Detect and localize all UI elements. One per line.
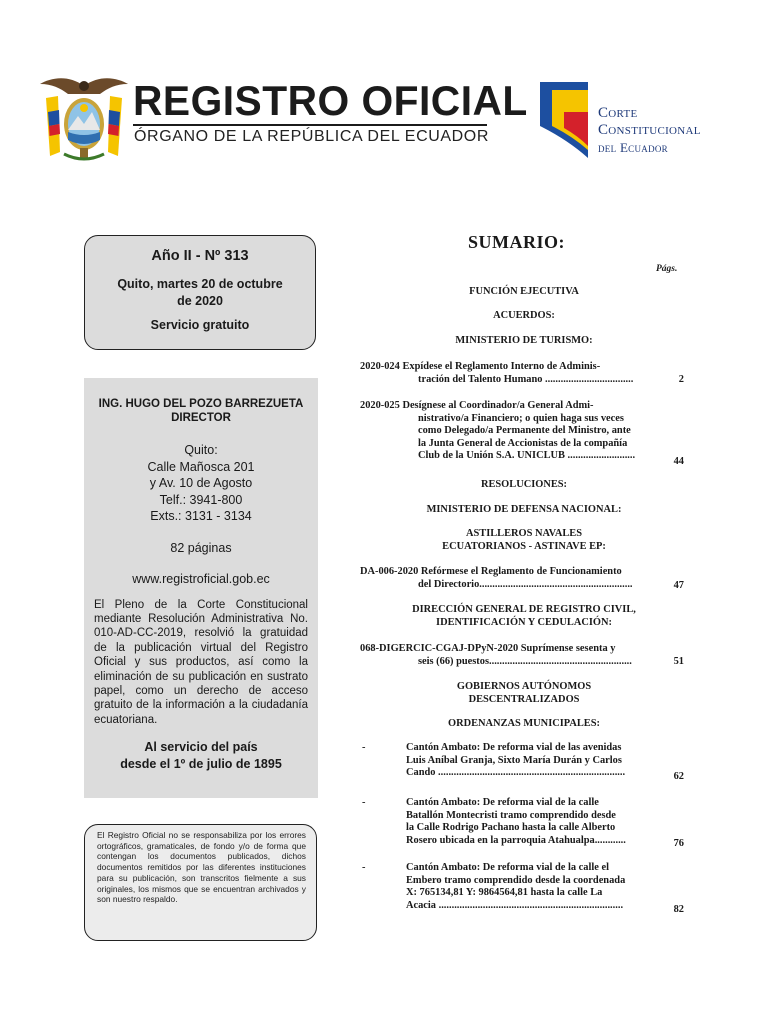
toc-entry-ambato-1[interactable] [406, 742, 656, 780]
issue-service: Servicio gratuito [150, 318, 250, 332]
toc-entry-line: Cantón Ambato: De reforma vial de las avenidas [406, 742, 622, 753]
director-title: DIRECTOR [171, 412, 231, 424]
issue-date: Quito, martes 20 de octubre de 2020 [117, 277, 283, 308]
sumario-title: SUMARIO: [468, 232, 565, 252]
toc-entry-line: Cando ........................................................................ [406, 767, 626, 779]
heading-line: DIRECCIÓN GENERAL DE REGISTRO CIVIL, [412, 604, 636, 615]
toc-entry-line: Embero tramo comprendido desde la coordenada [406, 874, 626, 886]
address-block [94, 442, 308, 525]
heading-registro-civil [360, 604, 688, 629]
toc-entry-line: Luis Aníbal Granja, Sixto María Durán y Carlos [406, 754, 622, 766]
heading-line: ECUATORIANOS - ASTINAVE EP: [442, 540, 606, 552]
page-number: 51 [673, 656, 684, 667]
page-count: 82 páginas [170, 540, 232, 555]
entry-text: Desígnese al Coordinador/a General Admi- [402, 400, 594, 411]
toc-entry-068-digercic[interactable] [360, 643, 660, 668]
toc-entry-line: DA-006-2020 Refórmese el Reglamento de Funcionamiento [360, 566, 622, 577]
list-dash: - [362, 862, 366, 873]
phone: Telf.: 3941-800 [159, 492, 243, 507]
masthead-rule [133, 124, 487, 126]
masthead-subtitle: ÓRGANO DE LA REPÚBLICA DEL ECUADOR [134, 128, 490, 145]
cc-line-2: Constitucional [598, 122, 701, 138]
toc-entry-line [360, 361, 660, 374]
motto-line-2: desde el 1º de julio de 1895 [120, 757, 282, 772]
page-number: 76 [673, 838, 684, 849]
issue-number: Año II - Nº 313 [151, 248, 249, 264]
toc-entry-line: nistrativo/a Financiero; o quien haga sus veces [418, 412, 624, 424]
toc-entry-2020-025[interactable] [360, 400, 660, 463]
heading-line: IDENTIFICACIÓN Y CEDULACIÓN: [436, 616, 612, 628]
toc-entry-da-006-2020[interactable] [360, 566, 660, 591]
toc-entry-line: como Delegado/a Permanente del Ministro, ante [418, 425, 631, 437]
toc-entry-ambato-3[interactable] [406, 862, 656, 912]
list-dash: - [362, 742, 366, 753]
toc-entry-line: Cantón Ambato: De reforma vial de la calle el [406, 862, 609, 873]
ecuador-coat-of-arms-icon [38, 72, 130, 164]
directory-box [84, 378, 318, 798]
pages-column-label: Págs. [656, 264, 678, 274]
toc-entry-line: Acacia ....................................................................... [406, 899, 624, 911]
toc-entry-line: la Calle Rodrigo Pachano hasta la calle Alberto [406, 822, 616, 834]
toc-entry-line: la Junta General de Accionistas de la compañía [418, 437, 628, 449]
address-city: Quito: [184, 443, 218, 457]
masthead-title: REGISTRO OFICIAL [133, 77, 528, 124]
toc-entry-line: 068-DIGERCIC-CGAJ-DPyN-2020 Suprímense sesenta y [360, 643, 616, 654]
heading-acuerdos: ACUERDOS: [493, 310, 555, 321]
disclaimer-box: El Registro Oficial no se responsabiliza por los errores ortográficos, gramaticales, de fondo y/o de forma que contengan los documentos publicados, dichos documentos remitidos por las diferentes instituciones para su publicación, son transcritos fielmente a sus originales, los mismos que se encuentran archivados y son nuestro respaldo. [84, 824, 317, 941]
heading-ordenanzas: ORDENANZAS MUNICIPALES: [448, 718, 600, 729]
entry-code: 2020-024 [360, 361, 400, 372]
toc-entry-line: seis (66) puestos....................................................... [418, 655, 632, 667]
entry-code: 2020-025 [360, 400, 400, 411]
address-line-2: y Av. 10 de Agosto [149, 476, 253, 490]
corte-constitucional-logo-icon [538, 80, 590, 160]
page-number: 62 [673, 771, 684, 782]
heading-funcion-ejecutiva: FUNCIÓN EJECUTIVA [469, 286, 579, 297]
list-dash: - [362, 797, 366, 808]
heading-gad [360, 681, 688, 706]
page-number: 44 [673, 456, 684, 467]
website-link[interactable]: www.registroficial.gob.ec [132, 571, 270, 586]
extensions: Exts.: 3131 - 3134 [150, 509, 252, 523]
toc-entry-line: del Directorio........................................................... [418, 578, 633, 590]
motto-line-1: Al servicio del país [144, 740, 258, 755]
toc-entry-line: Rosero ubicada en la parroquia Atahualpa............ [406, 834, 626, 846]
motto [94, 739, 308, 773]
heading-ministerio-turismo: MINISTERIO DE TURISMO: [455, 335, 593, 346]
director-name: ING. HUGO DEL POZO BARREZUETA [98, 398, 304, 410]
page-number: 47 [673, 580, 684, 591]
corte-constitucional-wordmark [598, 105, 701, 156]
issue-box [84, 235, 316, 350]
heading-line: GOBIERNOS AUTÓNOMOS [456, 681, 592, 692]
heading-ministerio-defensa: MINISTERIO DE DEFENSA NACIONAL: [426, 504, 622, 515]
cc-line-1: Corte [598, 105, 638, 121]
toc-entry-line: Batallón Montecristi tramo comprendido desde [406, 809, 616, 821]
heading-line: ASTILLEROS NAVALES [466, 528, 582, 539]
toc-entry-line: X: 765134,81 Y: 9864564,81 hasta la calle La [406, 887, 603, 899]
heading-astinave [360, 528, 688, 553]
heading-resoluciones: RESOLUCIONES: [480, 479, 568, 490]
page-number: 82 [673, 904, 684, 915]
heading-line: DESCENTRALIZADOS [468, 693, 580, 705]
toc-entry-line: Club de la Unión S.A. UNICLUB .......................... [418, 450, 636, 462]
toc-entry-2020-024[interactable] [360, 361, 660, 386]
address-line-1: Calle Mañosca 201 [147, 459, 255, 474]
toc-entry-line [360, 400, 660, 413]
toc-entry-line: tración del Talento Humano .................................. [418, 373, 634, 385]
gratuity-paragraph: El Pleno de la Corte Constitucional mediante Resolución Administrativa No. 010-AD-CC-2019, resolvió la gratuidad de la publicación virtual del Registro Oficial y sus productos, así como la eliminación de su publicación en sustrato papel, como un derecho de acceso gratuito de la información a la ciudadanía ecuatoriana. [94, 598, 308, 726]
toc-entry-line: Cantón Ambato: De reforma vial de la calle [406, 797, 599, 808]
page-number: 2 [678, 374, 684, 385]
toc-entry-ambato-2[interactable] [406, 797, 656, 847]
cc-line-3: del Ecuador [598, 140, 668, 155]
entry-text: Expídese el Reglamento Interno de Adminis- [402, 361, 601, 372]
